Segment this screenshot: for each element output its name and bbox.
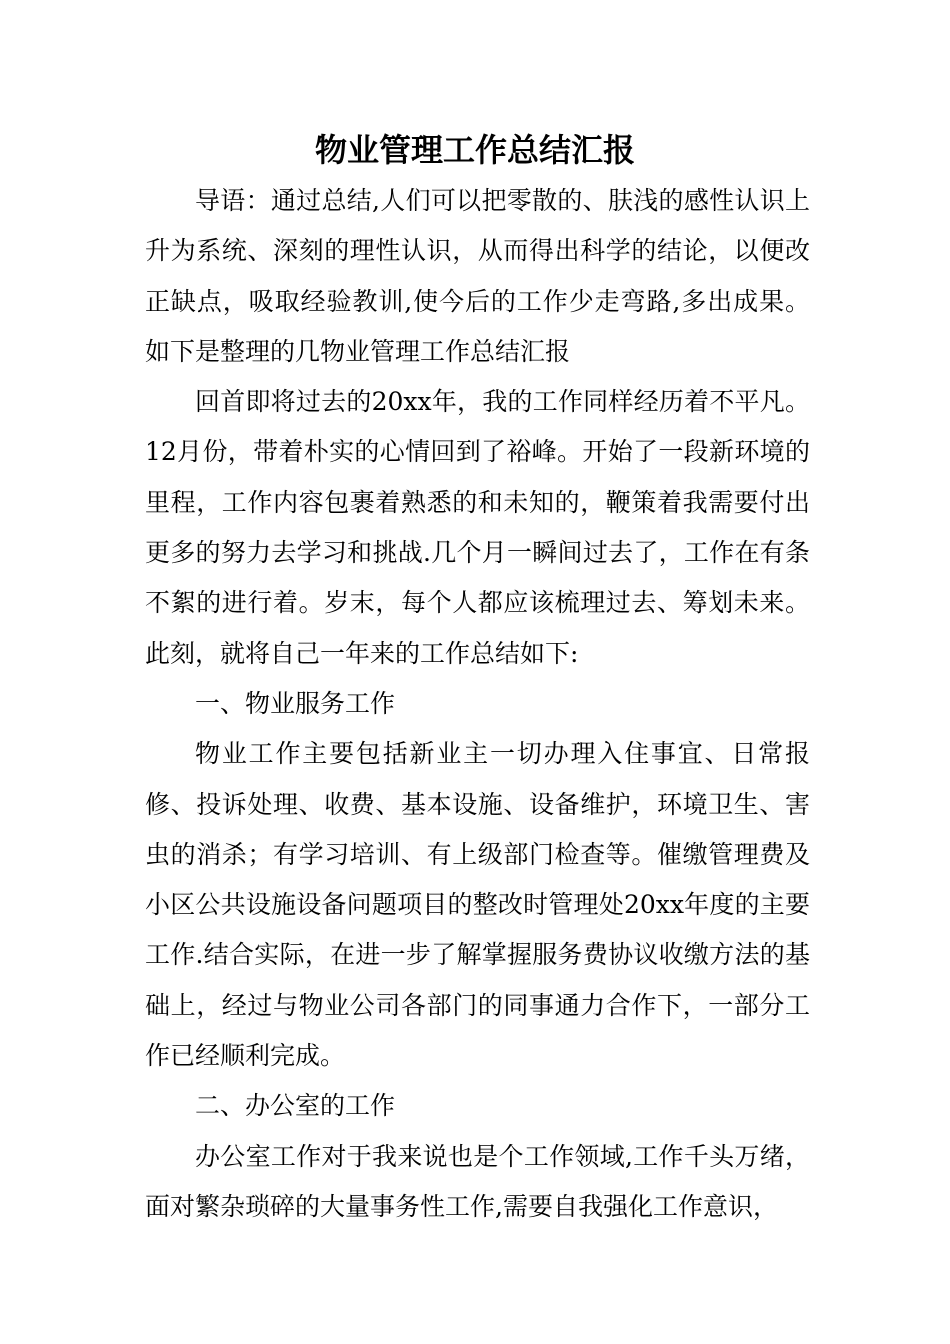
document-title: 物业管理工作总结汇报 [314,131,635,169]
property-service-paragraph: 物业工作主要包括新业主一切办理入住事宜、日常报修、投诉处理、收费、基本设施、设备维护，环境卫生、害虫的消杀；有学习培训、有上级部门检查等。催缴管理费及小区公共设施设备问题项目的整改时管理处20xx年度的主要工作.结合实际，在进一步了解掌握服务费协议收缴方法的基础上，经过与物业公司各部门的同事通力合作下，一部分工作已经顺利完成。 [145,739,810,1071]
office-work-paragraph: 办公室工作对于我来说也是个工作领域,工作千头万绪，面对繁杂琐碎的大量事务性工作,需要自我强化工作意识， [145,1141,810,1221]
section-heading-property-service: 一、物业服务工作 [195,688,396,718]
section-heading-office-work: 二、办公室的工作 [195,1091,396,1121]
intro-paragraph: 导语：通过总结,人们可以把零散的、肤浅的感性认识上升为系统、深刻的理性认识，从而得出科学的结论，以便改正缺点，吸取经验教训,使今后的工作少走弯路,多出成果。如下是整理的几物业管理工作总结汇报 [145,186,810,366]
summary-paragraph: 回首即将过去的20xx年，我的工作同样经历着不平凡。12月份，带着朴实的心情回到了裕峰。开始了一段新环境的里程，工作内容包裹着熟悉的和未知的，鞭策着我需要付出更多的努力去学习和挑战.几个月一瞬间过去了，工作在有条不絮的进行着。岁末，每个人都应该梳理过去、筹划未来。此刻，就将自己一年来的工作总结如下: [145,387,810,668]
document-body [145,176,810,1232]
